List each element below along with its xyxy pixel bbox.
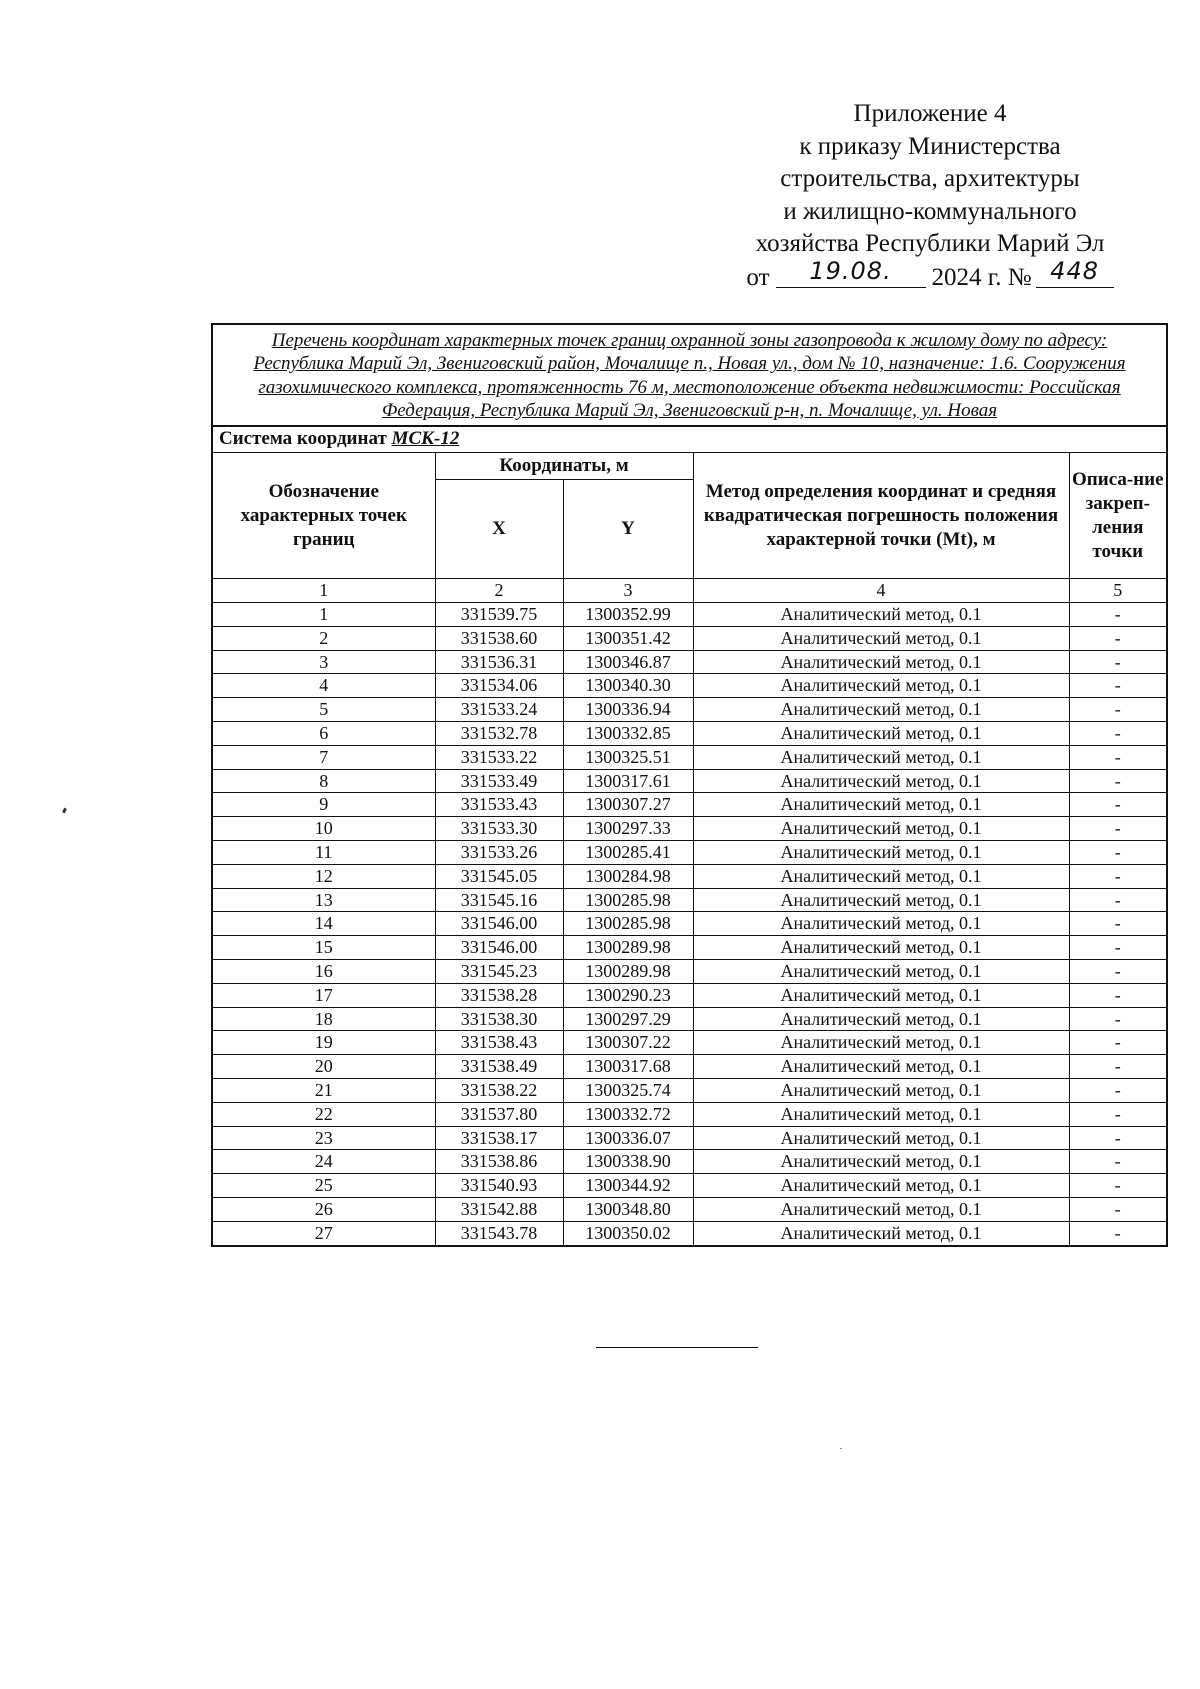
description-cell: - bbox=[1069, 602, 1167, 626]
point-id-cell: 22 bbox=[212, 1102, 435, 1126]
x-cell: 331538.17 bbox=[435, 1126, 563, 1150]
y-cell: 1300348.80 bbox=[563, 1197, 693, 1221]
x-cell: 331538.86 bbox=[435, 1150, 563, 1174]
table-row bbox=[212, 721, 1167, 745]
table-row bbox=[212, 936, 1167, 960]
point-id-cell: 25 bbox=[212, 1174, 435, 1198]
header-line: хозяйства Республики Марий Эл bbox=[755, 230, 1105, 257]
point-id-cell: 1 bbox=[212, 602, 435, 626]
coordinate-system-row bbox=[212, 426, 1167, 453]
x-cell: 331545.16 bbox=[435, 888, 563, 912]
point-id-cell: 6 bbox=[212, 721, 435, 745]
order-date: 19.08. bbox=[809, 256, 892, 285]
x-cell: 331537.80 bbox=[435, 1102, 563, 1126]
description-cell: - bbox=[1069, 745, 1167, 769]
order-year: 2024 г. № bbox=[931, 263, 1032, 291]
table-row bbox=[212, 1197, 1167, 1221]
method-cell: Аналитический метод, 0.1 bbox=[693, 983, 1069, 1007]
col-header-method: Метод определения координат и средняя квадратическая погрешность положения характерной точки (Mt), м bbox=[693, 453, 1069, 579]
y-cell: 1300344.92 bbox=[563, 1174, 693, 1198]
order-number: 448 bbox=[1050, 256, 1099, 285]
point-id-cell: 20 bbox=[212, 1055, 435, 1079]
description-cell: - bbox=[1069, 1102, 1167, 1126]
description-cell: - bbox=[1069, 864, 1167, 888]
method-cell: Аналитический метод, 0.1 bbox=[693, 888, 1069, 912]
method-cell: Аналитический метод, 0.1 bbox=[693, 1221, 1069, 1245]
y-cell: 1300317.68 bbox=[563, 1055, 693, 1079]
method-cell: Аналитический метод, 0.1 bbox=[693, 936, 1069, 960]
table-row bbox=[212, 626, 1167, 650]
point-id-cell: 3 bbox=[212, 650, 435, 674]
method-cell: Аналитический метод, 0.1 bbox=[693, 1174, 1069, 1198]
column-number: 4 bbox=[693, 579, 1069, 603]
x-cell: 331545.23 bbox=[435, 959, 563, 983]
x-cell: 331540.93 bbox=[435, 1174, 563, 1198]
table-row bbox=[212, 769, 1167, 793]
col-header-description: Описа-ние закреп-ления точки bbox=[1069, 453, 1167, 579]
method-cell: Аналитический метод, 0.1 bbox=[693, 1150, 1069, 1174]
method-cell: Аналитический метод, 0.1 bbox=[693, 1197, 1069, 1221]
x-cell: 331536.31 bbox=[435, 650, 563, 674]
x-cell: 331538.60 bbox=[435, 626, 563, 650]
y-cell: 1300284.98 bbox=[563, 864, 693, 888]
method-cell: Аналитический метод, 0.1 bbox=[693, 1102, 1069, 1126]
y-cell: 1300332.72 bbox=[563, 1102, 693, 1126]
x-cell: 331533.26 bbox=[435, 840, 563, 864]
x-cell: 331533.22 bbox=[435, 745, 563, 769]
x-cell: 331538.28 bbox=[435, 983, 563, 1007]
table-row bbox=[212, 1174, 1167, 1198]
method-cell: Аналитический метод, 0.1 bbox=[693, 674, 1069, 698]
y-cell: 1300325.51 bbox=[563, 745, 693, 769]
table-row bbox=[212, 959, 1167, 983]
point-id-cell: 27 bbox=[212, 1221, 435, 1245]
table-row bbox=[212, 1055, 1167, 1079]
column-number: 2 bbox=[435, 579, 563, 603]
method-cell: Аналитический метод, 0.1 bbox=[693, 602, 1069, 626]
description-cell: - bbox=[1069, 1007, 1167, 1031]
appendix-header bbox=[700, 98, 1160, 294]
order-line bbox=[700, 256, 1160, 295]
method-cell: Аналитический метод, 0.1 bbox=[693, 912, 1069, 936]
table-row bbox=[212, 912, 1167, 936]
y-cell: 1300336.07 bbox=[563, 1126, 693, 1150]
coordinate-system-label: Система координат bbox=[219, 428, 387, 450]
y-cell: 1300340.30 bbox=[563, 674, 693, 698]
description-cell: - bbox=[1069, 936, 1167, 960]
description-cell: - bbox=[1069, 888, 1167, 912]
description-cell: - bbox=[1069, 912, 1167, 936]
description-cell: - bbox=[1069, 698, 1167, 722]
x-cell: 331539.75 bbox=[435, 602, 563, 626]
x-cell: 331545.05 bbox=[435, 864, 563, 888]
method-cell: Аналитический метод, 0.1 bbox=[693, 864, 1069, 888]
description-cell: - bbox=[1069, 1221, 1167, 1245]
description-cell: - bbox=[1069, 793, 1167, 817]
y-cell: 1300285.98 bbox=[563, 912, 693, 936]
header-line: и жилищно-коммунального bbox=[783, 197, 1077, 225]
y-cell: 1300317.61 bbox=[563, 769, 693, 793]
table-row bbox=[212, 1031, 1167, 1055]
point-id-cell: 13 bbox=[212, 888, 435, 912]
y-cell: 1300307.27 bbox=[563, 793, 693, 817]
table-row bbox=[212, 817, 1167, 841]
x-cell: 331533.49 bbox=[435, 769, 563, 793]
y-cell: 1300297.29 bbox=[563, 1007, 693, 1031]
y-cell: 1300346.87 bbox=[563, 650, 693, 674]
method-cell: Аналитический метод, 0.1 bbox=[693, 1031, 1069, 1055]
point-id-cell: 14 bbox=[212, 912, 435, 936]
description-cell: - bbox=[1069, 983, 1167, 1007]
y-cell: 1300325.74 bbox=[563, 1078, 693, 1102]
point-id-cell: 18 bbox=[212, 1007, 435, 1031]
description-cell: - bbox=[1069, 769, 1167, 793]
method-cell: Аналитический метод, 0.1 bbox=[693, 745, 1069, 769]
description-cell: - bbox=[1069, 817, 1167, 841]
y-cell: 1300290.23 bbox=[563, 983, 693, 1007]
description-cell: - bbox=[1069, 1078, 1167, 1102]
table-row bbox=[212, 1221, 1167, 1245]
x-cell: 331546.00 bbox=[435, 912, 563, 936]
closing-rule bbox=[596, 1347, 758, 1348]
y-cell: 1300307.22 bbox=[563, 1031, 693, 1055]
method-cell: Аналитический метод, 0.1 bbox=[693, 1126, 1069, 1150]
method-cell: Аналитический метод, 0.1 bbox=[693, 626, 1069, 650]
column-number: 3 bbox=[563, 579, 693, 603]
point-id-cell: 19 bbox=[212, 1031, 435, 1055]
y-cell: 1300351.42 bbox=[563, 626, 693, 650]
column-number-row bbox=[212, 579, 1167, 603]
table-row bbox=[212, 1078, 1167, 1102]
description-cell: - bbox=[1069, 959, 1167, 983]
y-cell: 1300338.90 bbox=[563, 1150, 693, 1174]
x-cell: 331533.30 bbox=[435, 817, 563, 841]
y-cell: 1300350.02 bbox=[563, 1221, 693, 1245]
description-cell: - bbox=[1069, 840, 1167, 864]
x-cell: 331543.78 bbox=[435, 1221, 563, 1245]
point-id-cell: 11 bbox=[212, 840, 435, 864]
description-cell: - bbox=[1069, 626, 1167, 650]
description-cell: - bbox=[1069, 1150, 1167, 1174]
col-header-x: X bbox=[435, 480, 563, 579]
point-id-cell: 7 bbox=[212, 745, 435, 769]
header-line: Приложение 4 bbox=[853, 100, 1007, 127]
order-date-field bbox=[776, 256, 926, 288]
point-id-cell: 10 bbox=[212, 817, 435, 841]
table-row bbox=[212, 1126, 1167, 1150]
x-cell: 331533.43 bbox=[435, 793, 563, 817]
table-row bbox=[212, 864, 1167, 888]
col-header-point: Обозначение характерных точек границ bbox=[212, 453, 435, 579]
description-cell: - bbox=[1069, 650, 1167, 674]
point-id-cell: 12 bbox=[212, 864, 435, 888]
method-cell: Аналитический метод, 0.1 bbox=[693, 721, 1069, 745]
table-row bbox=[212, 698, 1167, 722]
description-cell: - bbox=[1069, 1055, 1167, 1079]
x-cell: 331538.30 bbox=[435, 1007, 563, 1031]
y-cell: 1300352.99 bbox=[563, 602, 693, 626]
table-row bbox=[212, 674, 1167, 698]
description-cell: - bbox=[1069, 1174, 1167, 1198]
order-prefix: от bbox=[746, 263, 770, 291]
table-row bbox=[212, 745, 1167, 769]
method-cell: Аналитический метод, 0.1 bbox=[693, 650, 1069, 674]
x-cell: 331546.00 bbox=[435, 936, 563, 960]
y-cell: 1300297.33 bbox=[563, 817, 693, 841]
table-row bbox=[212, 888, 1167, 912]
point-id-cell: 17 bbox=[212, 983, 435, 1007]
y-cell: 1300289.98 bbox=[563, 959, 693, 983]
method-cell: Аналитический метод, 0.1 bbox=[693, 1007, 1069, 1031]
description-cell: - bbox=[1069, 721, 1167, 745]
table-row bbox=[212, 602, 1167, 626]
point-id-cell: 9 bbox=[212, 793, 435, 817]
method-cell: Аналитический метод, 0.1 bbox=[693, 1078, 1069, 1102]
table-row bbox=[212, 840, 1167, 864]
table-row bbox=[212, 983, 1167, 1007]
scan-mark bbox=[62, 808, 67, 814]
point-id-cell: 2 bbox=[212, 626, 435, 650]
description-cell: - bbox=[1069, 1197, 1167, 1221]
y-cell: 1300285.98 bbox=[563, 888, 693, 912]
point-id-cell: 5 bbox=[212, 698, 435, 722]
point-id-cell: 23 bbox=[212, 1126, 435, 1150]
table-row bbox=[212, 650, 1167, 674]
method-cell: Аналитический метод, 0.1 bbox=[693, 817, 1069, 841]
x-cell: 331538.43 bbox=[435, 1031, 563, 1055]
title-row bbox=[212, 324, 1167, 426]
point-id-cell: 16 bbox=[212, 959, 435, 983]
point-id-cell: 21 bbox=[212, 1078, 435, 1102]
method-cell: Аналитический метод, 0.1 bbox=[693, 769, 1069, 793]
x-cell: 331542.88 bbox=[435, 1197, 563, 1221]
point-id-cell: 24 bbox=[212, 1150, 435, 1174]
coordinates-table bbox=[211, 323, 1168, 1247]
col-header-y: Y bbox=[563, 480, 693, 579]
x-cell: 331534.06 bbox=[435, 674, 563, 698]
y-cell: 1300336.94 bbox=[563, 698, 693, 722]
table-row bbox=[212, 1007, 1167, 1031]
order-number-field bbox=[1036, 256, 1114, 288]
x-cell: 331532.78 bbox=[435, 721, 563, 745]
description-cell: - bbox=[1069, 674, 1167, 698]
table-title: Перечень координат характерных точек границ охранной зоны газопровода к жилому дому по адресу: Республика Марий Эл, Звениговский район, Мочалище п., Новая ул., дом № 10, назначение: 1.6. Сооружения газохимического комплекса, протяженность 76 м, местоположение объекта недвижимости: Российская Федерация, Республика Марий Эл, Звениговский р-н, п. Мочалище, ул. Новая bbox=[212, 324, 1167, 426]
description-cell: - bbox=[1069, 1126, 1167, 1150]
method-cell: Аналитический метод, 0.1 bbox=[693, 1055, 1069, 1079]
point-id-cell: 15 bbox=[212, 936, 435, 960]
method-cell: Аналитический метод, 0.1 bbox=[693, 840, 1069, 864]
header-line: строительства, архитектуры bbox=[780, 165, 1080, 192]
x-cell: 331533.24 bbox=[435, 698, 563, 722]
method-cell: Аналитический метод, 0.1 bbox=[693, 959, 1069, 983]
col-header-coords: Координаты, м bbox=[435, 453, 693, 480]
description-cell: - bbox=[1069, 1031, 1167, 1055]
column-number: 1 bbox=[212, 579, 435, 603]
header-line: к приказу Министерства bbox=[799, 132, 1061, 160]
x-cell: 331538.49 bbox=[435, 1055, 563, 1079]
column-number: 5 bbox=[1069, 579, 1167, 603]
point-id-cell: 26 bbox=[212, 1197, 435, 1221]
x-cell: 331538.22 bbox=[435, 1078, 563, 1102]
header-row bbox=[212, 453, 1167, 480]
coordinate-system bbox=[212, 426, 1167, 453]
table-row bbox=[212, 793, 1167, 817]
point-id-cell: 8 bbox=[212, 769, 435, 793]
point-id-cell: 4 bbox=[212, 674, 435, 698]
table-row bbox=[212, 1102, 1167, 1126]
y-cell: 1300285.41 bbox=[563, 840, 693, 864]
y-cell: 1300289.98 bbox=[563, 936, 693, 960]
table-row bbox=[212, 1150, 1167, 1174]
method-cell: Аналитический метод, 0.1 bbox=[693, 793, 1069, 817]
y-cell: 1300332.85 bbox=[563, 721, 693, 745]
coordinate-system-name: МСК-12 bbox=[391, 428, 460, 450]
scan-dot bbox=[840, 1448, 842, 1449]
method-cell: Аналитический метод, 0.1 bbox=[693, 698, 1069, 722]
